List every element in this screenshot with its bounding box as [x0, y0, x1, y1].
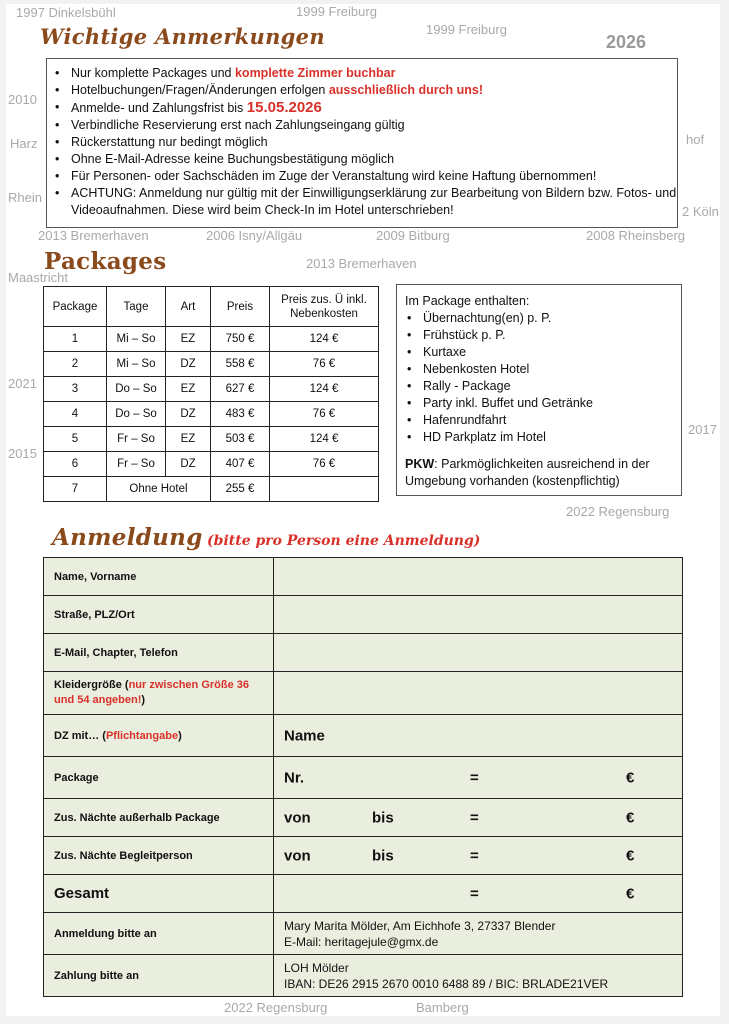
label-size: Kleidergröße (nur zwischen Größe 36 und 54 angeben!) [44, 672, 274, 715]
watermark: 2008 Rheinsberg [586, 228, 686, 243]
cell: 124 € [270, 327, 379, 352]
cell: 4 [44, 402, 107, 427]
notes-title: Wichtige Anmerkungen [40, 24, 325, 49]
included-item: • Party inkl. Buffet und Getränke [405, 395, 673, 412]
included-item: • Hafenrundfahrt [405, 412, 673, 429]
companion-nights-input[interactable]: von bis = € [274, 837, 683, 875]
total-input[interactable]: = € [274, 875, 683, 913]
label-email: E-Mail, Chapter, Telefon [44, 634, 274, 672]
registration-heading [52, 524, 480, 551]
table-row [44, 427, 379, 452]
cell [270, 477, 379, 502]
registration-form [43, 557, 683, 997]
included-item: • Kurtaxe [405, 344, 673, 361]
table-row [44, 452, 379, 477]
cell: 124 € [270, 427, 379, 452]
form-row-send-to [44, 913, 683, 955]
form-row-name [44, 558, 683, 596]
cell: 627 € [211, 377, 270, 402]
watermark: 2021 [8, 376, 37, 391]
cell: 76 € [270, 452, 379, 477]
cell: Fr – So [107, 452, 166, 477]
cell: 3 [44, 377, 107, 402]
cell: 2 [44, 352, 107, 377]
table-row [44, 477, 379, 502]
cell: Mi – So [107, 327, 166, 352]
registration-title: Anmeldung [52, 524, 203, 551]
form-row-package [44, 757, 683, 799]
extra-nights-input[interactable]: von bis = € [274, 799, 683, 837]
table-row [44, 327, 379, 352]
included-box [396, 284, 682, 496]
included-heading: Im Package enthalten: [405, 294, 530, 308]
cell: 558 € [211, 352, 270, 377]
cell: Mi – So [107, 352, 166, 377]
pay-to-iban: IBAN: DE26 2915 2670 0010 6488 89 / BIC: BRLADE21VER [284, 976, 609, 991]
registration-subtitle: (bitte pro Person eine Anmeldung) [207, 533, 481, 549]
table-row [44, 352, 379, 377]
form-row-dz [44, 715, 683, 757]
cell: Ohne Hotel [107, 477, 211, 502]
watermark: 2022 Regensburg [566, 504, 670, 519]
included-item: • HD Parkplatz im Hotel [405, 429, 673, 446]
cell: EZ [166, 377, 211, 402]
watermark: 1999 Freiburg [426, 22, 507, 37]
pay-to-name: LOH Mölder [284, 960, 349, 975]
table-header-row [44, 287, 379, 327]
cell: Fr – So [107, 427, 166, 452]
notes-list [53, 65, 677, 219]
header-art: Art [166, 287, 211, 327]
cell: 6 [44, 452, 107, 477]
send-to-address [274, 913, 683, 955]
dz-input[interactable]: Name [274, 715, 683, 757]
notes-box [46, 58, 678, 228]
watermark: 2009 Bitburg [376, 228, 450, 243]
cell: 7 [44, 477, 107, 502]
included-item: • Nebenkosten Hotel [405, 361, 673, 378]
header-preis-zus: Preis zus. Ü inkl. Nebenkosten [270, 287, 379, 327]
form-row-extra-nights [44, 799, 683, 837]
cell: DZ [166, 402, 211, 427]
watermark: Harz [10, 136, 38, 151]
cell: 407 € [211, 452, 270, 477]
watermark: 2006 Isny/Allgäu [206, 228, 303, 243]
watermark: 2013 Bremerhaven [38, 228, 149, 243]
form-row-size [44, 672, 683, 715]
watermark: 1999 Freiburg [296, 4, 377, 19]
label-companion-nights: Zus. Nächte Begleitperson [44, 837, 274, 875]
header-package: Package [44, 287, 107, 327]
watermark: 2017 [688, 422, 717, 437]
cell: EZ [166, 327, 211, 352]
size-input[interactable] [274, 672, 683, 715]
included-list [405, 310, 673, 446]
included-item: • Übernachtung(en) p. P. [405, 310, 673, 327]
label-name: Name, Vorname [44, 558, 274, 596]
pkw-note: PKW: Parkmöglichkeiten ausreichend in der Umgebung vorhanden (kostenpflichtig) [405, 457, 650, 488]
included-item: • Frühstück p. P. [405, 327, 673, 344]
watermark: Maastricht [8, 270, 68, 285]
note-item: • Rückerstattung nur bedingt möglich [53, 134, 677, 151]
watermark: 2022 Regensburg [224, 1000, 328, 1015]
form-row-pay-to [44, 955, 683, 997]
note-item: • Verbindliche Reservierung erst nach Zahlungseingang gültig [53, 117, 677, 134]
watermark: hof [686, 132, 705, 147]
note-item: • Hotelbuchungen/Fragen/Änderungen erfolgen ausschließlich durch uns! [53, 82, 677, 99]
send-to-line: Mary Marita Mölder, Am Eichhofe 3, 27337 Blender [284, 918, 556, 933]
label-dz: DZ mit… (Pflichtangabe) [44, 715, 274, 757]
form-row-total [44, 875, 683, 913]
cell: 5 [44, 427, 107, 452]
label-send-to: Anmeldung bitte an [44, 913, 274, 955]
header-tage: Tage [107, 287, 166, 327]
pay-to-details [274, 955, 683, 997]
label-pay-to: Zahlung bitte an [44, 955, 274, 997]
cell: 483 € [211, 402, 270, 427]
watermark: 2013 Bremerhaven [306, 256, 417, 271]
send-to-email: E-Mail: heritagejule@gmx.de [284, 934, 439, 949]
cell: 503 € [211, 427, 270, 452]
watermark: 2026 [606, 32, 647, 52]
watermark: Bamberg [416, 1000, 469, 1015]
label-street: Straße, PLZ/Ort [44, 596, 274, 634]
package-input[interactable]: Nr. = € [274, 757, 683, 799]
watermark: 1997 Dinkelsbühl [16, 5, 116, 20]
cell: 76 € [270, 352, 379, 377]
cell: 750 € [211, 327, 270, 352]
email-input[interactable] [274, 634, 683, 672]
note-item: • Nur komplette Packages und komplette Zimmer buchbar [53, 65, 677, 82]
cell: 1 [44, 327, 107, 352]
watermark: 2010 [8, 92, 37, 107]
table-row [44, 402, 379, 427]
document-page [6, 4, 720, 1016]
cell: 255 € [211, 477, 270, 502]
packages-title: Packages [44, 248, 167, 275]
table-row [44, 377, 379, 402]
cell: Do – So [107, 402, 166, 427]
included-item: • Rally - Package [405, 378, 673, 395]
cell: Do – So [107, 377, 166, 402]
note-item: • Für Personen- oder Sachschäden im Zuge der Veranstaltung wird keine Haftung übernommen! [53, 168, 677, 185]
header-preis: Preis [211, 287, 270, 327]
name-input[interactable] [274, 558, 683, 596]
form-row-email [44, 634, 683, 672]
watermark: Rhein [8, 190, 42, 205]
label-package: Package [44, 757, 274, 799]
label-extra-nights: Zus. Nächte außerhalb Package [44, 799, 274, 837]
cell: DZ [166, 352, 211, 377]
watermark: 2015 [8, 446, 37, 461]
cell: DZ [166, 452, 211, 477]
note-item: • Anmelde- und Zahlungsfrist bis 15.05.2026 [53, 99, 677, 117]
cell: 124 € [270, 377, 379, 402]
label-total: Gesamt [44, 875, 274, 913]
note-item: • Ohne E-Mail-Adresse keine Buchungsbestätigung möglich [53, 151, 677, 168]
packages-table [43, 286, 379, 502]
cell: 76 € [270, 402, 379, 427]
form-row-street [44, 596, 683, 634]
street-input[interactable] [274, 596, 683, 634]
cell: EZ [166, 427, 211, 452]
note-item: • ACHTUNG: Anmeldung nur gültig mit der Einwilligungserklärung zur Bearbeitung von Bildern bzw. Fotos- und Videoaufnahmen. Diese wird beim Check-In im Hotel unterschrieben! [53, 185, 677, 219]
watermark: 2 Köln [682, 204, 719, 219]
form-row-companion-nights [44, 837, 683, 875]
